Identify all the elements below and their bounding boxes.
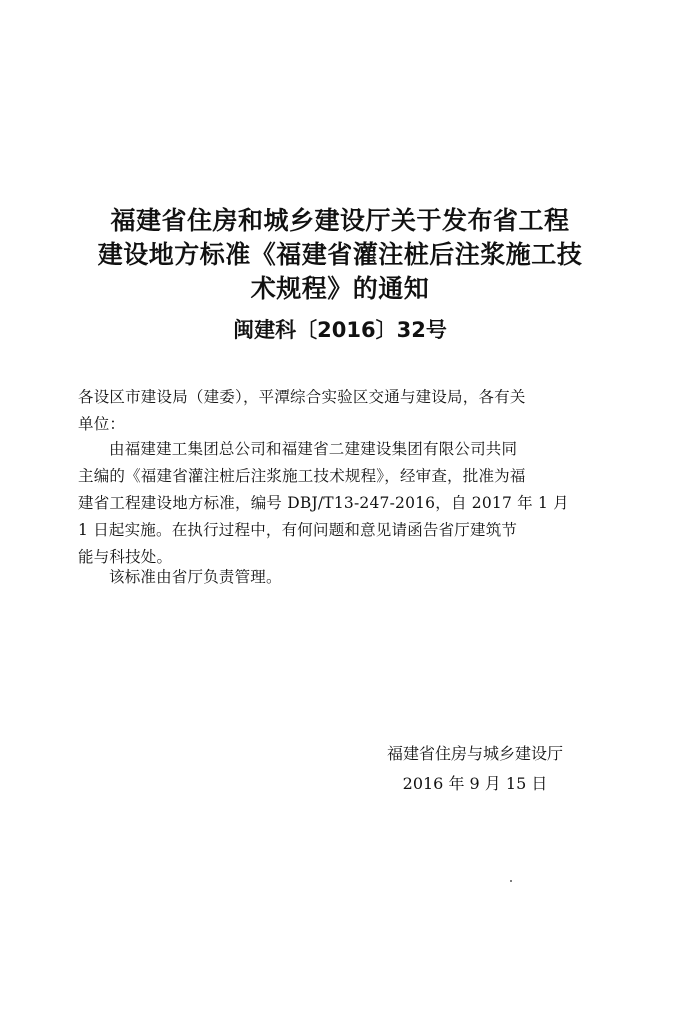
paragraph-2-line: 该标准由省厅负责管理。 <box>109 568 282 586</box>
paragraph-line-2: 主编的《福建省灌注桩后注浆施工技术规程》，经审查，批准为福 <box>78 467 526 485</box>
issuing-organization: 福建省住房与城乡建设厅 <box>386 744 563 763</box>
document-number: 闽建科〔2016〕32号 <box>233 318 447 342</box>
notice-title <box>60 204 620 306</box>
scan-speck <box>510 880 512 882</box>
paragraph-line-4: 1 日起实施。在执行过程中，有何问题和意见请函告省厅建筑节 <box>78 521 518 539</box>
title-line-2: 建设地方标准《福建省灌注桩后注浆施工技 <box>97 240 583 269</box>
title-line-1: 福建省住房和城乡建设厅关于发布省工程 <box>110 206 570 235</box>
paragraph-line-3: 建省工程建设地方标准，编号 DBJ/T13-247-2016，自 2017 年 1 月 <box>78 494 569 512</box>
body-paragraph-2 <box>78 564 598 591</box>
addressee <box>78 384 598 438</box>
addressee-line-1: 各设区市建设局（建委），平潭综合实验区交通与建设局，各有关 <box>78 388 526 406</box>
paragraph-line-5: 能与科技处。 <box>78 548 173 566</box>
body-paragraph-1 <box>78 436 598 571</box>
title-line-3: 术规程》的通知 <box>250 274 430 303</box>
paragraph-line-1: 由福建建工集团总公司和福建省二建建设集团有限公司共同 <box>109 440 518 458</box>
issue-date: 2016 年 9 月 15 日 <box>402 774 548 793</box>
addressee-line-2: 单位： <box>78 415 126 433</box>
